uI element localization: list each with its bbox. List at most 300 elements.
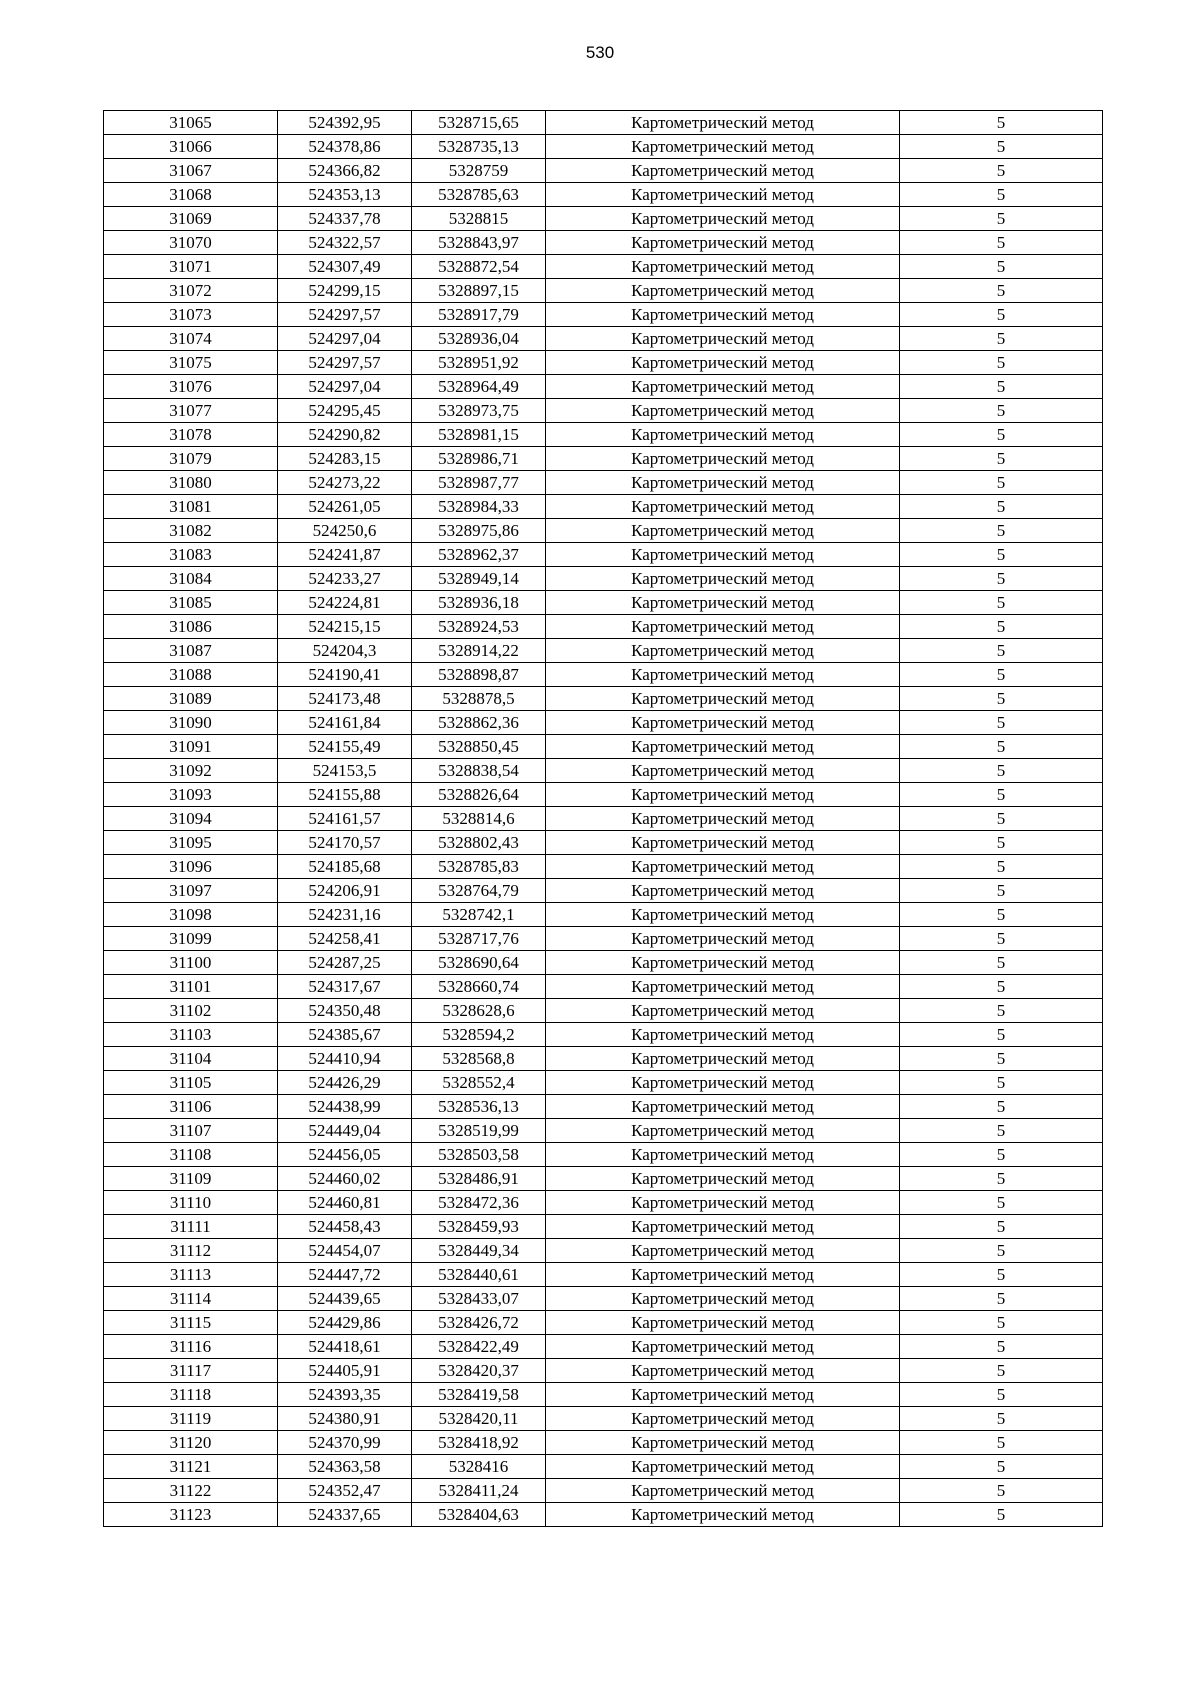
accuracy-cell: 5 — [900, 255, 1103, 279]
method-cell: Картометрический метод — [546, 1407, 900, 1431]
table-row — [104, 159, 1103, 183]
table-row — [104, 615, 1103, 639]
point-number-cell: 31114 — [104, 1287, 278, 1311]
accuracy-cell: 5 — [900, 1359, 1103, 1383]
method-cell: Картометрический метод — [546, 759, 900, 783]
x-cell: 524350,48 — [278, 999, 412, 1023]
method-cell: Картометрический метод — [546, 375, 900, 399]
y-cell: 5328872,54 — [412, 255, 546, 279]
x-cell: 524215,15 — [278, 615, 412, 639]
point-number-cell: 31075 — [104, 351, 278, 375]
y-cell: 5328914,22 — [412, 639, 546, 663]
y-cell: 5328420,11 — [412, 1407, 546, 1431]
table-row — [104, 591, 1103, 615]
method-cell: Картометрический метод — [546, 855, 900, 879]
table-row — [104, 1143, 1103, 1167]
x-cell: 524380,91 — [278, 1407, 412, 1431]
point-number-cell: 31071 — [104, 255, 278, 279]
point-number-cell: 31097 — [104, 879, 278, 903]
accuracy-cell: 5 — [900, 975, 1103, 999]
point-number-cell: 31110 — [104, 1191, 278, 1215]
accuracy-cell: 5 — [900, 999, 1103, 1023]
table-row — [104, 1287, 1103, 1311]
point-number-cell: 31099 — [104, 927, 278, 951]
point-number-cell: 31068 — [104, 183, 278, 207]
method-cell: Картометрический метод — [546, 1047, 900, 1071]
y-cell: 5328433,07 — [412, 1287, 546, 1311]
point-number-cell: 31111 — [104, 1215, 278, 1239]
y-cell: 5328936,04 — [412, 327, 546, 351]
y-cell: 5328422,49 — [412, 1335, 546, 1359]
y-cell: 5328862,36 — [412, 711, 546, 735]
x-cell: 524410,94 — [278, 1047, 412, 1071]
point-number-cell: 31067 — [104, 159, 278, 183]
y-cell: 5328459,93 — [412, 1215, 546, 1239]
table-row — [104, 447, 1103, 471]
point-number-cell: 31117 — [104, 1359, 278, 1383]
table-row — [104, 975, 1103, 999]
y-cell: 5328472,36 — [412, 1191, 546, 1215]
method-cell: Картометрический метод — [546, 207, 900, 231]
x-cell: 524250,6 — [278, 519, 412, 543]
x-cell: 524185,68 — [278, 855, 412, 879]
table-row — [104, 1215, 1103, 1239]
accuracy-cell: 5 — [900, 1119, 1103, 1143]
accuracy-cell: 5 — [900, 855, 1103, 879]
y-cell: 5328440,61 — [412, 1263, 546, 1287]
point-number-cell: 31065 — [104, 111, 278, 135]
x-cell: 524299,15 — [278, 279, 412, 303]
point-number-cell: 31070 — [104, 231, 278, 255]
accuracy-cell: 5 — [900, 231, 1103, 255]
x-cell: 524363,58 — [278, 1455, 412, 1479]
method-cell: Картометрический метод — [546, 711, 900, 735]
table-row — [104, 1431, 1103, 1455]
y-cell: 5328418,92 — [412, 1431, 546, 1455]
point-number-cell: 31074 — [104, 327, 278, 351]
table-row — [104, 783, 1103, 807]
point-number-cell: 31077 — [104, 399, 278, 423]
method-cell: Картометрический метод — [546, 1431, 900, 1455]
point-number-cell: 31086 — [104, 615, 278, 639]
method-cell: Картометрический метод — [546, 327, 900, 351]
coordinates-table — [103, 110, 1103, 1527]
accuracy-cell: 5 — [900, 543, 1103, 567]
point-number-cell: 31115 — [104, 1311, 278, 1335]
method-cell: Картометрический метод — [546, 1311, 900, 1335]
table-row — [104, 327, 1103, 351]
table-row — [104, 567, 1103, 591]
table-row — [104, 1383, 1103, 1407]
method-cell: Картометрический метод — [546, 1215, 900, 1239]
point-number-cell: 31073 — [104, 303, 278, 327]
y-cell: 5328924,53 — [412, 615, 546, 639]
x-cell: 524405,91 — [278, 1359, 412, 1383]
x-cell: 524392,95 — [278, 111, 412, 135]
table-row — [104, 807, 1103, 831]
method-cell: Картометрический метод — [546, 1119, 900, 1143]
point-number-cell: 31093 — [104, 783, 278, 807]
point-number-cell: 31088 — [104, 663, 278, 687]
table-row — [104, 255, 1103, 279]
accuracy-cell: 5 — [900, 111, 1103, 135]
point-number-cell: 31090 — [104, 711, 278, 735]
table-row — [104, 927, 1103, 951]
point-number-cell: 31072 — [104, 279, 278, 303]
point-number-cell: 31106 — [104, 1095, 278, 1119]
accuracy-cell: 5 — [900, 1455, 1103, 1479]
method-cell: Картометрический метод — [546, 1167, 900, 1191]
x-cell: 524322,57 — [278, 231, 412, 255]
accuracy-cell: 5 — [900, 1215, 1103, 1239]
y-cell: 5328975,86 — [412, 519, 546, 543]
y-cell: 5328987,77 — [412, 471, 546, 495]
table-row — [104, 423, 1103, 447]
point-number-cell: 31087 — [104, 639, 278, 663]
method-cell: Картометрический метод — [546, 975, 900, 999]
point-number-cell: 31079 — [104, 447, 278, 471]
point-number-cell: 31094 — [104, 807, 278, 831]
x-cell: 524204,3 — [278, 639, 412, 663]
point-number-cell: 31083 — [104, 543, 278, 567]
x-cell: 524393,35 — [278, 1383, 412, 1407]
x-cell: 524458,43 — [278, 1215, 412, 1239]
accuracy-cell: 5 — [900, 1023, 1103, 1047]
accuracy-cell: 5 — [900, 807, 1103, 831]
method-cell: Картометрический метод — [546, 231, 900, 255]
x-cell: 524447,72 — [278, 1263, 412, 1287]
table-row — [104, 303, 1103, 327]
method-cell: Картометрический метод — [546, 1023, 900, 1047]
point-number-cell: 31082 — [104, 519, 278, 543]
method-cell: Картометрический метод — [546, 735, 900, 759]
x-cell: 524366,82 — [278, 159, 412, 183]
y-cell: 5328717,76 — [412, 927, 546, 951]
y-cell: 5328715,65 — [412, 111, 546, 135]
accuracy-cell: 5 — [900, 711, 1103, 735]
y-cell: 5328759 — [412, 159, 546, 183]
method-cell: Картометрический метод — [546, 543, 900, 567]
method-cell: Картометрический метод — [546, 135, 900, 159]
point-number-cell: 31102 — [104, 999, 278, 1023]
method-cell: Картометрический метод — [546, 807, 900, 831]
method-cell: Картометрический метод — [546, 663, 900, 687]
x-cell: 524161,84 — [278, 711, 412, 735]
accuracy-cell: 5 — [900, 471, 1103, 495]
table-row — [104, 375, 1103, 399]
table-row — [104, 279, 1103, 303]
table-row — [104, 351, 1103, 375]
y-cell: 5328449,34 — [412, 1239, 546, 1263]
table-row — [104, 999, 1103, 1023]
y-cell: 5328986,71 — [412, 447, 546, 471]
page-number: 530 — [585, 43, 615, 62]
point-number-cell: 31091 — [104, 735, 278, 759]
method-cell: Картометрический метод — [546, 279, 900, 303]
method-cell: Картометрический метод — [546, 399, 900, 423]
table-row — [104, 1503, 1103, 1527]
accuracy-cell: 5 — [900, 567, 1103, 591]
y-cell: 5328404,63 — [412, 1503, 546, 1527]
accuracy-cell: 5 — [900, 615, 1103, 639]
x-cell: 524161,57 — [278, 807, 412, 831]
method-cell: Картометрический метод — [546, 1503, 900, 1527]
x-cell: 524456,05 — [278, 1143, 412, 1167]
accuracy-cell: 5 — [900, 327, 1103, 351]
accuracy-cell: 5 — [900, 735, 1103, 759]
point-number-cell: 31100 — [104, 951, 278, 975]
x-cell: 524429,86 — [278, 1311, 412, 1335]
method-cell: Картометрический метод — [546, 999, 900, 1023]
table-row — [104, 1119, 1103, 1143]
method-cell: Картометрический метод — [546, 1479, 900, 1503]
x-cell: 524153,5 — [278, 759, 412, 783]
accuracy-cell: 5 — [900, 1287, 1103, 1311]
table-row — [104, 1311, 1103, 1335]
y-cell: 5328785,83 — [412, 855, 546, 879]
y-cell: 5328815 — [412, 207, 546, 231]
x-cell: 524454,07 — [278, 1239, 412, 1263]
x-cell: 524352,47 — [278, 1479, 412, 1503]
table-row — [104, 1167, 1103, 1191]
point-number-cell: 31089 — [104, 687, 278, 711]
x-cell: 524224,81 — [278, 591, 412, 615]
point-number-cell: 31092 — [104, 759, 278, 783]
point-number-cell: 31098 — [104, 903, 278, 927]
table-row — [104, 1071, 1103, 1095]
method-cell: Картометрический метод — [546, 471, 900, 495]
y-cell: 5328742,1 — [412, 903, 546, 927]
accuracy-cell: 5 — [900, 1071, 1103, 1095]
method-cell: Картометрический метод — [546, 591, 900, 615]
accuracy-cell: 5 — [900, 351, 1103, 375]
accuracy-cell: 5 — [900, 447, 1103, 471]
method-cell: Картометрический метод — [546, 111, 900, 135]
point-number-cell: 31105 — [104, 1071, 278, 1095]
y-cell: 5328981,15 — [412, 423, 546, 447]
accuracy-cell: 5 — [900, 495, 1103, 519]
method-cell: Картометрический метод — [546, 183, 900, 207]
point-number-cell: 31084 — [104, 567, 278, 591]
y-cell: 5328814,6 — [412, 807, 546, 831]
accuracy-cell: 5 — [900, 1479, 1103, 1503]
table-row — [104, 135, 1103, 159]
table-row — [104, 207, 1103, 231]
y-cell: 5328419,58 — [412, 1383, 546, 1407]
accuracy-cell: 5 — [900, 375, 1103, 399]
accuracy-cell: 5 — [900, 1407, 1103, 1431]
accuracy-cell: 5 — [900, 1503, 1103, 1527]
accuracy-cell: 5 — [900, 423, 1103, 447]
x-cell: 524337,65 — [278, 1503, 412, 1527]
point-number-cell: 31069 — [104, 207, 278, 231]
x-cell: 524231,16 — [278, 903, 412, 927]
table-row — [104, 1095, 1103, 1119]
accuracy-cell: 5 — [900, 903, 1103, 927]
point-number-cell: 31104 — [104, 1047, 278, 1071]
x-cell: 524460,81 — [278, 1191, 412, 1215]
table-row — [104, 711, 1103, 735]
table-row — [104, 903, 1103, 927]
point-number-cell: 31118 — [104, 1383, 278, 1407]
method-cell: Картометрический метод — [546, 831, 900, 855]
accuracy-cell: 5 — [900, 1335, 1103, 1359]
table-row — [104, 1239, 1103, 1263]
point-number-cell: 31096 — [104, 855, 278, 879]
table-row — [104, 399, 1103, 423]
method-cell: Картометрический метод — [546, 1455, 900, 1479]
table-row — [104, 855, 1103, 879]
table-row — [104, 543, 1103, 567]
point-number-cell: 31078 — [104, 423, 278, 447]
point-number-cell: 31119 — [104, 1407, 278, 1431]
accuracy-cell: 5 — [900, 279, 1103, 303]
y-cell: 5328917,79 — [412, 303, 546, 327]
method-cell: Картометрический метод — [546, 351, 900, 375]
table-row — [104, 111, 1103, 135]
y-cell: 5328850,45 — [412, 735, 546, 759]
x-cell: 524295,45 — [278, 399, 412, 423]
x-cell: 524297,04 — [278, 375, 412, 399]
y-cell: 5328764,79 — [412, 879, 546, 903]
x-cell: 524307,49 — [278, 255, 412, 279]
table-row — [104, 183, 1103, 207]
point-number-cell: 31107 — [104, 1119, 278, 1143]
table-row — [104, 663, 1103, 687]
x-cell: 524370,99 — [278, 1431, 412, 1455]
y-cell: 5328486,91 — [412, 1167, 546, 1191]
y-cell: 5328628,6 — [412, 999, 546, 1023]
method-cell: Картометрический метод — [546, 927, 900, 951]
table-row — [104, 1479, 1103, 1503]
x-cell: 524283,15 — [278, 447, 412, 471]
x-cell: 524297,57 — [278, 303, 412, 327]
point-number-cell: 31116 — [104, 1335, 278, 1359]
point-number-cell: 31085 — [104, 591, 278, 615]
accuracy-cell: 5 — [900, 927, 1103, 951]
y-cell: 5328843,97 — [412, 231, 546, 255]
table-row — [104, 1023, 1103, 1047]
x-cell: 524460,02 — [278, 1167, 412, 1191]
point-number-cell: 31121 — [104, 1455, 278, 1479]
accuracy-cell: 5 — [900, 1143, 1103, 1167]
x-cell: 524233,27 — [278, 567, 412, 591]
method-cell: Картометрический метод — [546, 159, 900, 183]
table-row — [104, 495, 1103, 519]
accuracy-cell: 5 — [900, 303, 1103, 327]
y-cell: 5328973,75 — [412, 399, 546, 423]
point-number-cell: 31081 — [104, 495, 278, 519]
y-cell: 5328426,72 — [412, 1311, 546, 1335]
method-cell: Картометрический метод — [546, 1071, 900, 1095]
point-number-cell: 31095 — [104, 831, 278, 855]
point-number-cell: 31108 — [104, 1143, 278, 1167]
y-cell: 5328568,8 — [412, 1047, 546, 1071]
y-cell: 5328416 — [412, 1455, 546, 1479]
y-cell: 5328964,49 — [412, 375, 546, 399]
y-cell: 5328690,64 — [412, 951, 546, 975]
accuracy-cell: 5 — [900, 1239, 1103, 1263]
accuracy-cell: 5 — [900, 1095, 1103, 1119]
x-cell: 524290,82 — [278, 423, 412, 447]
x-cell: 524426,29 — [278, 1071, 412, 1095]
table-row — [104, 687, 1103, 711]
accuracy-cell: 5 — [900, 783, 1103, 807]
table-row — [104, 1047, 1103, 1071]
accuracy-cell: 5 — [900, 687, 1103, 711]
point-number-cell: 31113 — [104, 1263, 278, 1287]
accuracy-cell: 5 — [900, 639, 1103, 663]
table-row — [104, 231, 1103, 255]
accuracy-cell: 5 — [900, 519, 1103, 543]
method-cell: Картометрический метод — [546, 687, 900, 711]
accuracy-cell: 5 — [900, 663, 1103, 687]
table-row — [104, 879, 1103, 903]
accuracy-cell: 5 — [900, 135, 1103, 159]
table-row — [104, 1455, 1103, 1479]
point-number-cell: 31109 — [104, 1167, 278, 1191]
point-number-cell: 31066 — [104, 135, 278, 159]
method-cell: Картометрический метод — [546, 1143, 900, 1167]
y-cell: 5328936,18 — [412, 591, 546, 615]
table-row — [104, 1407, 1103, 1431]
method-cell: Картометрический метод — [546, 1095, 900, 1119]
accuracy-cell: 5 — [900, 879, 1103, 903]
y-cell: 5328552,4 — [412, 1071, 546, 1095]
point-number-cell: 31112 — [104, 1239, 278, 1263]
method-cell: Картометрический метод — [546, 1263, 900, 1287]
x-cell: 524206,91 — [278, 879, 412, 903]
y-cell: 5328826,64 — [412, 783, 546, 807]
method-cell: Картометрический метод — [546, 783, 900, 807]
method-cell: Картометрический метод — [546, 1287, 900, 1311]
table-row — [104, 1335, 1103, 1359]
x-cell: 524287,25 — [278, 951, 412, 975]
table-row — [104, 639, 1103, 663]
point-number-cell: 31123 — [104, 1503, 278, 1527]
y-cell: 5328962,37 — [412, 543, 546, 567]
method-cell: Картометрический метод — [546, 1239, 900, 1263]
accuracy-cell: 5 — [900, 759, 1103, 783]
accuracy-cell: 5 — [900, 1383, 1103, 1407]
accuracy-cell: 5 — [900, 183, 1103, 207]
x-cell: 524173,48 — [278, 687, 412, 711]
point-number-cell: 31076 — [104, 375, 278, 399]
table-row — [104, 519, 1103, 543]
table-row — [104, 831, 1103, 855]
y-cell: 5328594,2 — [412, 1023, 546, 1047]
y-cell: 5328411,24 — [412, 1479, 546, 1503]
x-cell: 524155,49 — [278, 735, 412, 759]
method-cell: Картометрический метод — [546, 255, 900, 279]
point-number-cell: 31103 — [104, 1023, 278, 1047]
x-cell: 524261,05 — [278, 495, 412, 519]
x-cell: 524449,04 — [278, 1119, 412, 1143]
y-cell: 5328984,33 — [412, 495, 546, 519]
method-cell: Картометрический метод — [546, 951, 900, 975]
y-cell: 5328838,54 — [412, 759, 546, 783]
accuracy-cell: 5 — [900, 1047, 1103, 1071]
x-cell: 524418,61 — [278, 1335, 412, 1359]
accuracy-cell: 5 — [900, 399, 1103, 423]
x-cell: 524258,41 — [278, 927, 412, 951]
y-cell: 5328898,87 — [412, 663, 546, 687]
y-cell: 5328878,5 — [412, 687, 546, 711]
table-row — [104, 471, 1103, 495]
y-cell: 5328802,43 — [412, 831, 546, 855]
table-row — [104, 951, 1103, 975]
method-cell: Картометрический метод — [546, 495, 900, 519]
